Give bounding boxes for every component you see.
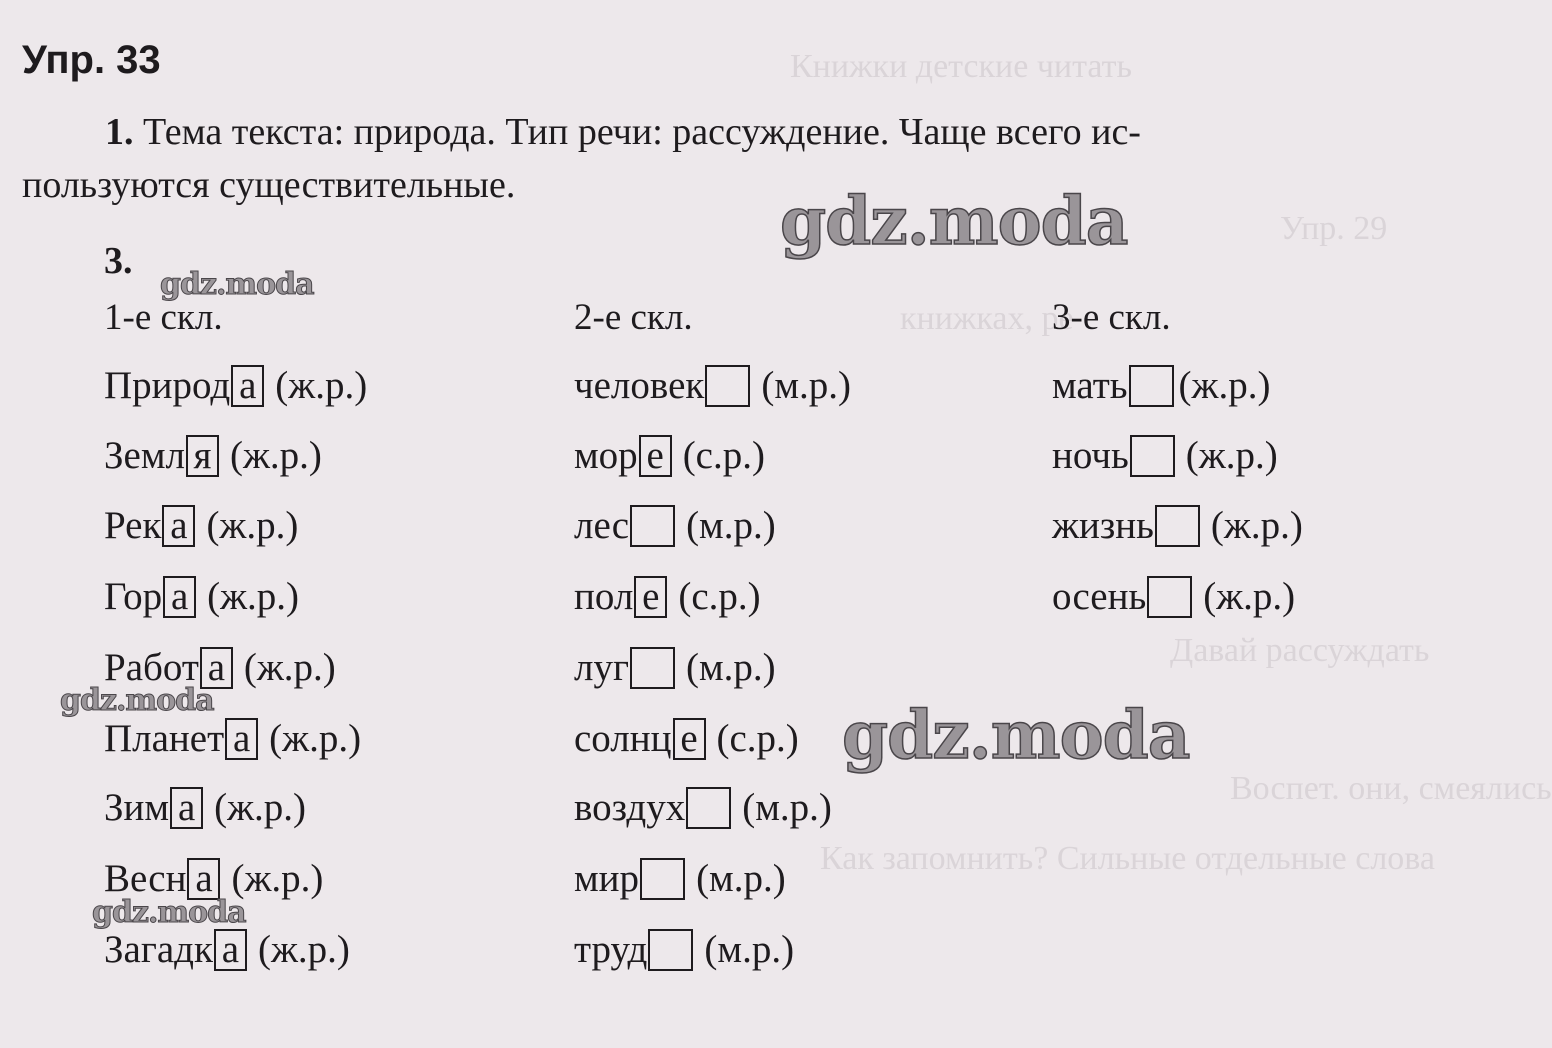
exercise-title: Упр. 33 <box>22 38 161 82</box>
ending-box <box>705 365 750 407</box>
word-stem: осень <box>1052 575 1147 618</box>
declension-2-word <box>574 646 776 690</box>
declension-1-word <box>104 364 367 408</box>
gender-label: (ж.р.) <box>275 364 368 407</box>
task-3-number: 3. <box>104 240 133 282</box>
ending-box: а <box>163 576 196 618</box>
ending-box <box>1130 435 1175 477</box>
word-stem: труд <box>574 928 648 971</box>
declension-1-word <box>104 434 322 478</box>
gender-label: (м.р.) <box>696 857 786 900</box>
gender-label: (с.р.) <box>678 575 761 618</box>
declension-1-word <box>104 786 306 830</box>
declension-1-word <box>104 928 350 972</box>
gender-label: (ж.р.) <box>230 434 322 477</box>
gender-label: (ж.р.) <box>1203 575 1296 618</box>
gender-label: (с.р.) <box>682 434 765 477</box>
ending-box: а <box>187 858 220 900</box>
word-stem: мир <box>574 857 640 900</box>
watermark: gdz.moda <box>60 683 214 718</box>
ending-box: а <box>214 929 247 971</box>
word-stem: ночь <box>1052 434 1129 477</box>
ending-box <box>1147 576 1192 618</box>
ending-box <box>630 505 675 547</box>
gender-label: (ж.р.) <box>231 857 324 900</box>
word-stem: луг <box>574 646 629 689</box>
declension-2-word <box>574 857 786 901</box>
ending-box: а <box>231 365 264 407</box>
declension-2-word <box>574 928 794 972</box>
declension-2-word <box>574 434 765 478</box>
page-bleed-through: Воспет. они, смеялись <box>1230 770 1552 807</box>
word-stem: мор <box>574 434 638 477</box>
ending-box: е <box>673 718 706 760</box>
ending-box <box>1129 365 1174 407</box>
word-stem: мать <box>1052 364 1128 407</box>
word-stem: Рек <box>104 504 162 547</box>
word-stem: воздух <box>574 786 686 829</box>
page-bleed-through: книжках, ре <box>900 300 1074 337</box>
ending-box <box>1155 505 1200 547</box>
declension-3-word <box>1052 364 1270 408</box>
page-bleed-through: Как запомнить? Сильные отдельные слова <box>820 840 1436 877</box>
declension-2-word <box>574 364 851 408</box>
declension-3-word <box>1052 575 1295 619</box>
ending-box: а <box>170 787 203 829</box>
gender-label: (ж.р.) <box>1210 504 1303 547</box>
word-stem: пол <box>574 575 634 618</box>
declension-1-word <box>104 575 299 619</box>
task-1-line-1 <box>22 106 1382 159</box>
word-stem: лес <box>574 504 630 547</box>
ending-box <box>640 858 685 900</box>
watermark: gdz.moda <box>842 696 1190 774</box>
gender-label: (м.р.) <box>704 928 795 971</box>
declension-1-header: 1-е скл. <box>104 297 223 338</box>
declension-2-word <box>574 786 832 830</box>
ending-box <box>648 929 693 971</box>
word-stem: Работ <box>104 646 199 689</box>
gender-label: (ж.р.) <box>243 646 336 689</box>
word-stem: жизнь <box>1052 504 1154 547</box>
gender-label: (м.р.) <box>761 364 851 407</box>
ending-box: а <box>225 718 258 760</box>
word-stem: Гор <box>104 575 163 618</box>
declension-1-word <box>104 504 298 548</box>
ending-box: а <box>200 647 233 689</box>
gender-label: (м.р.) <box>685 646 776 689</box>
word-stem: Планет <box>104 717 225 760</box>
declension-2-header: 2-е скл. <box>574 297 693 338</box>
gender-label: (ж.р.) <box>214 786 307 829</box>
declension-2-word <box>574 504 776 548</box>
watermark: gdz.moda <box>160 267 314 302</box>
gender-label: (ж.р.) <box>1178 364 1271 407</box>
task-1-number: 1. <box>105 111 134 153</box>
declension-2-word <box>574 717 799 761</box>
ending-box: е <box>639 435 672 477</box>
task-1-text-line-1: Тема текста: природа. Тип речи: рассуждение. Чаще всего ис- <box>143 111 1141 153</box>
gender-label: (м.р.) <box>686 504 776 547</box>
gender-label: (с.р.) <box>716 717 799 760</box>
gender-label: (ж.р.) <box>257 928 350 971</box>
declension-3-word <box>1052 434 1278 478</box>
declension-2-word <box>574 575 761 619</box>
gender-label: (ж.р.) <box>206 504 299 547</box>
task-1-text-line-2: пользуются существительные. <box>22 164 516 206</box>
word-stem: Загадк <box>104 928 213 971</box>
gender-label: (м.р.) <box>742 786 832 829</box>
declension-3-header: 3-е скл. <box>1052 297 1171 338</box>
declension-1-word <box>104 717 361 761</box>
word-stem: Весн <box>104 857 187 900</box>
page-bleed-through: Давай рассуждать <box>1170 632 1430 669</box>
ending-box <box>630 647 675 689</box>
ending-box: е <box>634 576 667 618</box>
ending-box: я <box>186 435 219 477</box>
declension-3-word <box>1052 504 1303 548</box>
page-bleed-through: Упр. 29 <box>1280 210 1388 247</box>
word-stem: Природ <box>104 364 231 407</box>
word-stem: Земл <box>104 434 185 477</box>
ending-box <box>686 787 731 829</box>
word-stem: солнц <box>574 717 672 760</box>
ending-box: а <box>162 505 195 547</box>
page-bleed-through: Книжки детские читать <box>790 48 1132 85</box>
word-stem: человек <box>574 364 705 407</box>
watermark: gdz.moda <box>92 895 246 930</box>
gender-label: (ж.р.) <box>1185 434 1278 477</box>
gender-label: (ж.р.) <box>269 717 362 760</box>
task-1-answer <box>22 106 1382 212</box>
gender-label: (ж.р.) <box>207 575 300 618</box>
word-stem: Зим <box>104 786 170 829</box>
watermark: gdz.moda <box>780 182 1128 260</box>
